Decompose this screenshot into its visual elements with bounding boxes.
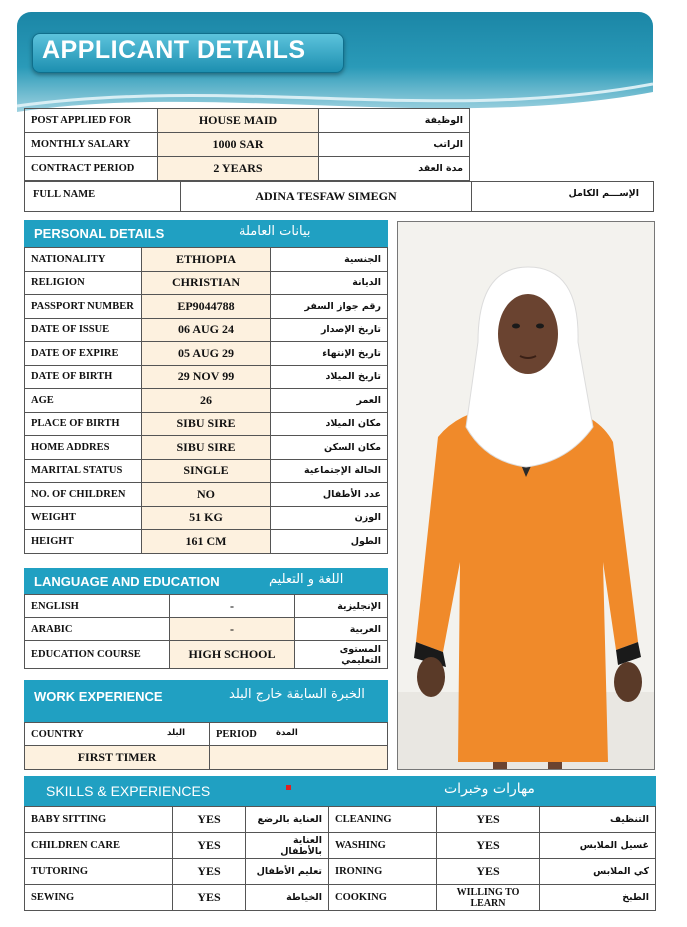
job-row <box>25 109 470 133</box>
contract-label: CONTRACT PERIOD <box>25 157 158 181</box>
skill-value-left: YES <box>173 859 246 885</box>
personal-value: 26 <box>142 389 271 413</box>
post-label-ar: الوظيفة <box>319 109 470 133</box>
language-title: LANGUAGE AND EDUCATION <box>34 574 220 589</box>
country-label: COUNTRY <box>31 729 84 740</box>
skill-label-right-ar: الطبخ <box>540 885 656 911</box>
personal-value: 29 NOV 99 <box>142 365 271 389</box>
skill-label-left: BABY SITTING <box>25 807 173 833</box>
post-label: POST APPLIED FOR <box>25 109 158 133</box>
personal-row <box>25 295 388 319</box>
full-name-value: ADINA TESFAW SIMEGN <box>255 189 397 203</box>
language-row <box>25 641 388 669</box>
skill-label-left-ar: العناية بالرضع <box>246 807 329 833</box>
personal-details-header <box>24 220 388 247</box>
skill-label-right: IRONING <box>329 859 437 885</box>
period-label-ar: المدة <box>276 728 298 738</box>
personal-value: CHRISTIAN <box>142 271 271 295</box>
personal-value: SINGLE <box>142 459 271 483</box>
personal-value: 51 KG <box>142 506 271 530</box>
work-title-ar: الخبرة السابقة خارج البلد <box>229 687 365 702</box>
arabic-label-ar: العربية <box>295 618 388 641</box>
english-label-ar: الإنجليزية <box>295 595 388 618</box>
personal-value: SIBU SIRE <box>142 436 271 460</box>
personal-label: HEIGHT <box>25 530 142 554</box>
education-label-ar: المستوى التعليمي <box>295 641 388 669</box>
personal-row <box>25 506 388 530</box>
personal-row <box>25 365 388 389</box>
personal-value: SIBU SIRE <box>142 412 271 436</box>
skill-label-left: CHILDREN CARE <box>25 833 173 859</box>
job-row <box>25 133 470 157</box>
personal-label: WEIGHT <box>25 506 142 530</box>
skill-value-right: YES <box>437 807 540 833</box>
full-name-label-ar: الإســـم الكامل <box>568 188 639 199</box>
skills-header <box>24 776 656 806</box>
salary-label-ar: الراتب <box>319 133 470 157</box>
skill-label-right: CLEANING <box>329 807 437 833</box>
skill-value-left: YES <box>173 833 246 859</box>
personal-value: 05 AUG 29 <box>142 342 271 366</box>
personal-details-title: PERSONAL DETAILS <box>34 226 165 241</box>
personal-label-ar: الجنسية <box>271 248 388 272</box>
personal-label-ar: عدد الأطفال <box>271 483 388 507</box>
personal-label-ar: تاريخ الإصدار <box>271 318 388 342</box>
skill-value-right: YES <box>437 833 540 859</box>
full-name-row <box>24 181 654 212</box>
personal-label-ar: الديانة <box>271 271 388 295</box>
personal-label: RELIGION <box>25 271 142 295</box>
personal-label-ar: الحالة الإجتماعية <box>271 459 388 483</box>
language-title-ar: اللغة و التعليم <box>269 572 344 587</box>
personal-table <box>24 247 388 554</box>
personal-label: AGE <box>25 389 142 413</box>
personal-label: MARITAL STATUS <box>25 459 142 483</box>
skill-label-left-ar: الخياطة <box>246 885 329 911</box>
job-table <box>24 108 470 181</box>
personal-row <box>25 342 388 366</box>
full-name-label: FULL NAME <box>33 189 96 200</box>
header-wave-decoration <box>17 72 653 112</box>
education-value: HIGH SCHOOL <box>170 641 295 669</box>
skill-value-left: YES <box>173 885 246 911</box>
skill-value-right: WILLING TO LEARN <box>437 885 540 911</box>
language-row <box>25 618 388 641</box>
personal-label: PLACE OF BIRTH <box>25 412 142 436</box>
personal-label: DATE OF EXPIRE <box>25 342 142 366</box>
personal-label-ar: تاريخ الإنتهاء <box>271 342 388 366</box>
applicant-photo <box>397 221 655 770</box>
arabic-value: - <box>170 618 295 641</box>
personal-value: 06 AUG 24 <box>142 318 271 342</box>
work-table <box>24 722 388 770</box>
personal-label-ar: الوزن <box>271 506 388 530</box>
personal-label-ar: العمر <box>271 389 388 413</box>
skills-table <box>24 806 656 911</box>
personal-label: DATE OF ISSUE <box>25 318 142 342</box>
period-label: PERIOD <box>216 729 257 740</box>
arabic-label: ARABIC <box>25 618 170 641</box>
personal-row <box>25 436 388 460</box>
skills-title-ar: مهارات وخبرات <box>444 781 535 797</box>
personal-row <box>25 459 388 483</box>
personal-label-ar: مكان السكن <box>271 436 388 460</box>
personal-row <box>25 271 388 295</box>
personal-value: EP9044788 <box>142 295 271 319</box>
skill-label-right: COOKING <box>329 885 437 911</box>
work-header <box>24 680 388 722</box>
skills-row <box>25 885 656 911</box>
skill-label-left-ar: العناية بالأطفال <box>246 833 329 859</box>
personal-label: HOME ADDRES <box>25 436 142 460</box>
red-marker <box>286 785 291 790</box>
period-cell <box>210 723 388 746</box>
work-period-value <box>210 746 388 770</box>
skill-label-right-ar: التنظيف <box>540 807 656 833</box>
personal-label-ar: مكان الميلاد <box>271 412 388 436</box>
applicant-photo-figure <box>398 222 654 769</box>
personal-row <box>25 412 388 436</box>
personal-label: DATE OF BIRTH <box>25 365 142 389</box>
job-row <box>25 157 470 181</box>
skills-row <box>25 833 656 859</box>
personal-value: ETHIOPIA <box>142 248 271 272</box>
work-title: WORK EXPERIENCE <box>34 689 163 704</box>
contract-label-ar: مدة العقد <box>319 157 470 181</box>
personal-row <box>25 483 388 507</box>
skill-label-left: SEWING <box>25 885 173 911</box>
language-header <box>24 568 388 594</box>
personal-row <box>25 318 388 342</box>
english-value: - <box>170 595 295 618</box>
personal-row <box>25 248 388 272</box>
page-title: APPLICANT DETAILS <box>42 36 306 64</box>
skills-title: SKILLS & EXPERIENCES <box>46 783 211 799</box>
personal-details-title-ar: بيانات العاملة <box>239 224 311 239</box>
skills-row <box>25 859 656 885</box>
skill-label-right-ar: كي الملابس <box>540 859 656 885</box>
personal-row <box>25 389 388 413</box>
personal-label: NO. OF CHILDREN <box>25 483 142 507</box>
full-name-cell <box>180 182 472 211</box>
salary-value: 1000 SAR <box>158 133 319 157</box>
skills-row <box>25 807 656 833</box>
personal-value: 161 CM <box>142 530 271 554</box>
personal-label-ar: تاريخ الميلاد <box>271 365 388 389</box>
personal-label-ar: الطول <box>271 530 388 554</box>
personal-label: NATIONALITY <box>25 248 142 272</box>
skill-label-left-ar: تعليم الأطفال <box>246 859 329 885</box>
skill-value-left: YES <box>173 807 246 833</box>
skill-value-right: YES <box>437 859 540 885</box>
personal-row <box>25 530 388 554</box>
work-country-value: FIRST TIMER <box>25 746 210 770</box>
skill-label-right-ar: غسيل الملابس <box>540 833 656 859</box>
education-label: EDUCATION COURSE <box>25 641 170 669</box>
post-value: HOUSE MAID <box>158 109 319 133</box>
work-value-row <box>25 746 388 770</box>
english-label: ENGLISH <box>25 595 170 618</box>
personal-label: PASSPORT NUMBER <box>25 295 142 319</box>
personal-label-ar: رقم جواز السفر <box>271 295 388 319</box>
salary-label: MONTHLY SALARY <box>25 133 158 157</box>
contract-value: 2 YEARS <box>158 157 319 181</box>
skill-label-left: TUTORING <box>25 859 173 885</box>
language-row <box>25 595 388 618</box>
personal-value: NO <box>142 483 271 507</box>
country-cell <box>25 723 210 746</box>
work-header-row <box>25 723 388 746</box>
language-table <box>24 594 388 669</box>
country-label-ar: البلد <box>167 728 185 738</box>
skill-label-right: WASHING <box>329 833 437 859</box>
